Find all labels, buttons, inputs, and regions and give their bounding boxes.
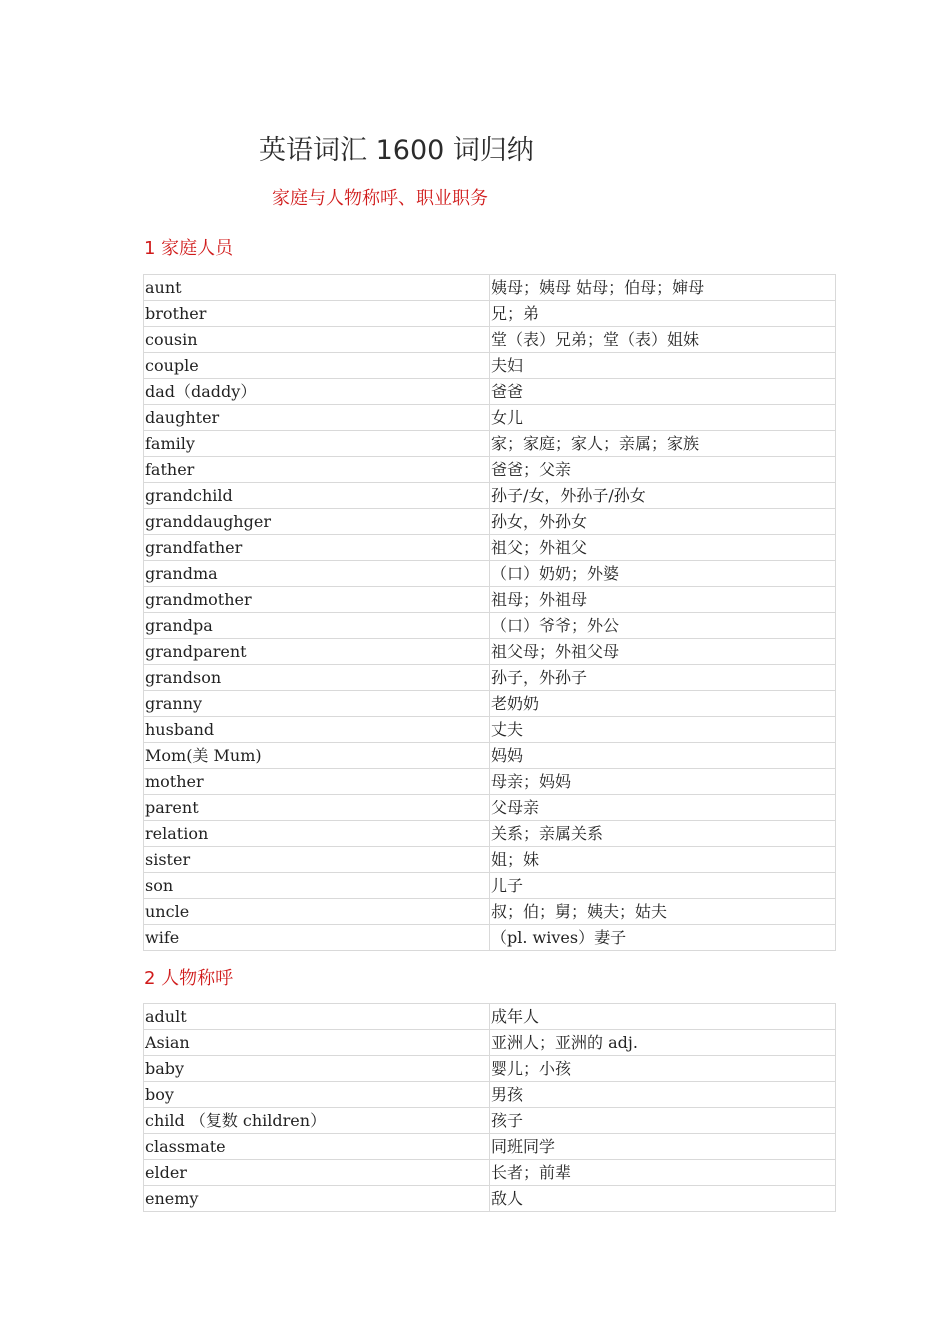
table-row <box>144 925 836 951</box>
meaning-cell: 姐；妹 <box>490 847 836 873</box>
table-row <box>144 665 836 691</box>
meaning-cell: 爸爸 <box>490 379 836 405</box>
table-row <box>144 1082 836 1108</box>
word-cell: daughter <box>144 405 490 431</box>
vocab-table-people <box>143 1003 836 1212</box>
table-row <box>144 509 836 535</box>
table-row <box>144 821 836 847</box>
word-cell: relation <box>144 821 490 847</box>
word-cell: dad（daddy） <box>144 379 490 405</box>
table-row <box>144 483 836 509</box>
table-row <box>144 613 836 639</box>
meaning-cell: 同班同学 <box>490 1134 836 1160</box>
table-row <box>144 899 836 925</box>
table-row <box>144 1030 836 1056</box>
word-cell: classmate <box>144 1134 490 1160</box>
meaning-cell: 男孩 <box>490 1082 836 1108</box>
meaning-cell: 婴儿；小孩 <box>490 1056 836 1082</box>
meaning-cell: （口）奶奶；外婆 <box>490 561 836 587</box>
meaning-cell: 母亲；妈妈 <box>490 769 836 795</box>
meaning-cell: 老奶奶 <box>490 691 836 717</box>
word-cell: boy <box>144 1082 490 1108</box>
meaning-cell: 孙女，外孙女 <box>490 509 836 535</box>
meaning-cell: 祖父；外祖父 <box>490 535 836 561</box>
table-row <box>144 301 836 327</box>
word-cell: enemy <box>144 1186 490 1212</box>
meaning-cell: 姨母；姨母 姑母；伯母；婶母 <box>490 275 836 301</box>
table-row <box>144 743 836 769</box>
word-cell: baby <box>144 1056 490 1082</box>
meaning-cell: 妈妈 <box>490 743 836 769</box>
meaning-cell: 孙子，外孙子 <box>490 665 836 691</box>
meaning-cell: （pl. wives）妻子 <box>490 925 836 951</box>
word-cell: son <box>144 873 490 899</box>
table-row <box>144 873 836 899</box>
word-cell: Mom(美 Mum) <box>144 743 490 769</box>
word-cell: grandparent <box>144 639 490 665</box>
meaning-cell: 夫妇 <box>490 353 836 379</box>
table-row <box>144 717 836 743</box>
word-cell: grandmother <box>144 587 490 613</box>
word-cell: grandchild <box>144 483 490 509</box>
table-row <box>144 457 836 483</box>
table-row <box>144 795 836 821</box>
word-cell: uncle <box>144 899 490 925</box>
table-row <box>144 639 836 665</box>
meaning-cell: 孙子/女，外孙子/孙女 <box>490 483 836 509</box>
meaning-cell: 叔；伯；舅；姨夫；姑夫 <box>490 899 836 925</box>
meaning-cell: 儿子 <box>490 873 836 899</box>
meaning-cell: 父母亲 <box>490 795 836 821</box>
table-row <box>144 1004 836 1030</box>
table-row <box>144 847 836 873</box>
word-cell: grandfather <box>144 535 490 561</box>
word-cell: husband <box>144 717 490 743</box>
document-subtitle: 家庭与人物称呼、职业职务 <box>272 188 488 209</box>
word-cell: Asian <box>144 1030 490 1056</box>
meaning-cell: 兄；弟 <box>490 301 836 327</box>
table-row <box>144 769 836 795</box>
word-cell: grandpa <box>144 613 490 639</box>
meaning-cell: 丈夫 <box>490 717 836 743</box>
document-title: 英语词汇 1600 词归纳 <box>259 135 534 166</box>
word-cell: aunt <box>144 275 490 301</box>
word-cell: sister <box>144 847 490 873</box>
meaning-cell: 家；家庭；家人；亲属；家族 <box>490 431 836 457</box>
table-row <box>144 327 836 353</box>
word-cell: child （复数 children） <box>144 1108 490 1134</box>
table-row <box>144 1134 836 1160</box>
vocab-table-family <box>143 274 836 951</box>
table-row <box>144 587 836 613</box>
meaning-cell: 祖母；外祖母 <box>490 587 836 613</box>
table-row <box>144 431 836 457</box>
meaning-cell: （口）爷爷；外公 <box>490 613 836 639</box>
word-cell: father <box>144 457 490 483</box>
table-row <box>144 1160 836 1186</box>
meaning-cell: 长者；前辈 <box>490 1160 836 1186</box>
word-cell: granny <box>144 691 490 717</box>
table-row <box>144 353 836 379</box>
section-heading-people: 2 人物称呼 <box>144 968 234 989</box>
word-cell: parent <box>144 795 490 821</box>
meaning-cell: 女儿 <box>490 405 836 431</box>
word-cell: elder <box>144 1160 490 1186</box>
word-cell: family <box>144 431 490 457</box>
word-cell: grandma <box>144 561 490 587</box>
table-row <box>144 1056 836 1082</box>
meaning-cell: 堂（表）兄弟；堂（表）姐妹 <box>490 327 836 353</box>
table-row <box>144 535 836 561</box>
table-row <box>144 691 836 717</box>
table-row <box>144 1186 836 1212</box>
table-row <box>144 561 836 587</box>
meaning-cell: 爸爸；父亲 <box>490 457 836 483</box>
word-cell: adult <box>144 1004 490 1030</box>
meaning-cell: 祖父母；外祖父母 <box>490 639 836 665</box>
word-cell: cousin <box>144 327 490 353</box>
word-cell: granddaughger <box>144 509 490 535</box>
meaning-cell: 孩子 <box>490 1108 836 1134</box>
section-heading-family: 1 家庭人员 <box>144 238 234 259</box>
meaning-cell: 成年人 <box>490 1004 836 1030</box>
table-row <box>144 379 836 405</box>
table-row <box>144 1108 836 1134</box>
meaning-cell: 亚洲人；亚洲的 adj. <box>490 1030 836 1056</box>
word-cell: wife <box>144 925 490 951</box>
word-cell: mother <box>144 769 490 795</box>
word-cell: brother <box>144 301 490 327</box>
table-row <box>144 275 836 301</box>
word-cell: couple <box>144 353 490 379</box>
meaning-cell: 关系；亲属关系 <box>490 821 836 847</box>
meaning-cell: 敌人 <box>490 1186 836 1212</box>
word-cell: grandson <box>144 665 490 691</box>
table-row <box>144 405 836 431</box>
